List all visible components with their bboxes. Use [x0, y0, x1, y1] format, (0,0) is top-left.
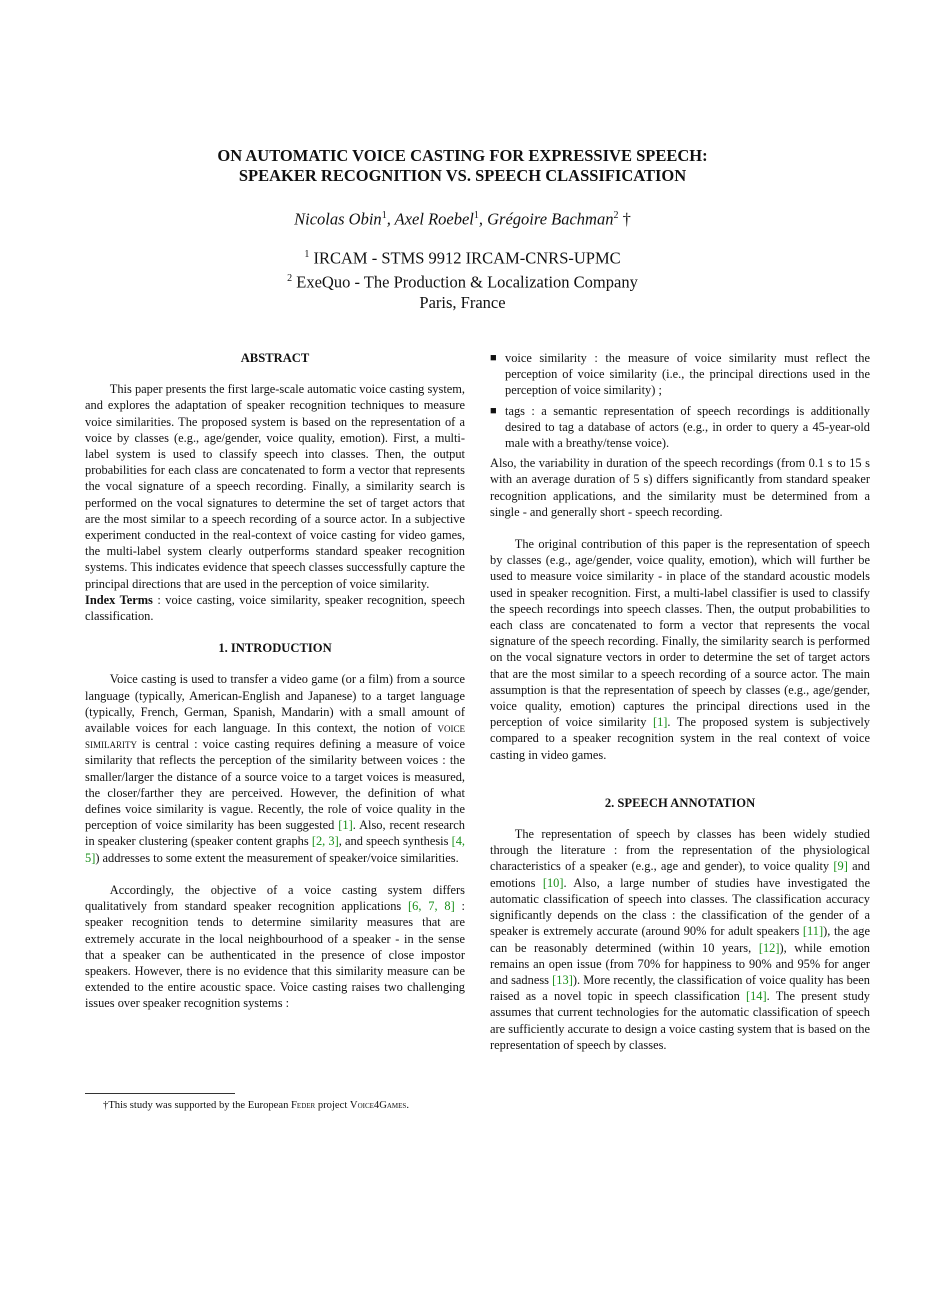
index-terms: [85, 592, 465, 624]
citation-link[interactable]: [10]: [542, 875, 564, 890]
bullet-text: voice similarity : the measure of voice similarity must reflect the perception of voice similarity (i.e., the principal directions used in the perception of voice similarity) ;: [505, 351, 870, 398]
duration-paragraph: Also, the variability in duration of the speech recordings (from 0.1 s to 15 s with an average duration of 5 s) differs significantly from standard speaker recognition applications, and the similarity must be determined from a single - and generally short - speech recording.: [490, 456, 870, 519]
author-affil-sup: 1: [473, 210, 479, 221]
citation-link[interactable]: [13]: [552, 972, 573, 987]
bullet-square-icon: ■: [490, 404, 497, 417]
citation-link[interactable]: [9]: [833, 859, 848, 874]
paper-header: [0, 146, 925, 313]
introduction-heading: 1. INTRODUCTION: [218, 641, 332, 656]
index-terms-label: Index Terms: [85, 592, 153, 607]
title-line-2: SPEAKER RECOGNITION VS. SPEECH CLASSIFICATION: [238, 166, 687, 185]
affil-text: ExeQuo - The Production & Localization Company: [296, 272, 638, 291]
affiliation-line: [0, 269, 925, 293]
bullet-item: [490, 403, 870, 452]
affiliations: [0, 245, 925, 314]
abstract-text: This paper presents the first large-scale automatic voice casting system, and explores the adaptation of speaker recognition techniques to measure voice similarities. The proposed system is based on the representation of a voice by classes (e.g., age/gender, voice quality, emotion). First, a multi-label system is used to classify speech into classes. Then, the output probabilities for each class are concatenated to form a vector that represents the vocal signature of a speech recording. Finally, a similarity search is performed on the vocal signatures to determine the set of target actors that are the most similar to a speech recording of a source actor. In a subjective experiment conducted in the real-context of voice casting for video games, the multi-label system clearly outperforms standard speaker recognition systems. This indicates evidence that speech classes successfully capture the principal directions that are used in the perception of voice similarity.: [85, 382, 465, 591]
author-name: Nicolas Obin: [294, 209, 382, 229]
title-line-1: ON AUTOMATIC VOICE CASTING FOR EXPRESSIVE SPEECH:: [217, 146, 708, 165]
affiliation-line: Paris, France: [419, 292, 506, 312]
intro-paragraph-2: Accordingly, the objective of a voice casting system differs qualitatively from standard speaker recognition applications [6, 7, 8] : speaker recognition tends to determine similarity measures that are extremely accurate in the local neighbourhood of a speaker - in the sense that a speaker can be authenticated in the presence of close impostor speakers. However, there is no evidence that this similarity measure can be extended to the entire acoustic space. Voice casting raises two challenging issues over speaker recognition systems :: [85, 882, 465, 1011]
index-terms-text: : voice casting, voice similarity, speaker recognition, speech classification.: [85, 592, 465, 624]
bullet-item: [490, 350, 870, 399]
affil-sup: 1: [304, 248, 310, 260]
author-affil-sup: 1: [381, 210, 387, 221]
contribution-paragraph: The original contribution of this paper is the representation of speech by classes (e.g., age/gender, voice quality, emotion), which will further be used to measure voice similarity - in place of the standard acoustic models used in speaker recognition. First, a multi-label classifier is used to classify the speech recordings into speech classes. Then, the output probabilities to each class are concatenated to form a vector that represents the vocal signature of the speech recording. Finally, the similarity search is performed on the vocal signature vectors in order to determine the set of target actors that are the most similar to a speech recording of a source actor. The main assumption is that the representation of speech by classes (e.g., age/gender, voice quality, emotion) captures the principal directions used in the perception of voice similarity [1]. The proposed system is subjectively compared to a speaker recognition system in the real context of voice casting in video games.: [490, 537, 870, 762]
citation-link[interactable]: [1]: [652, 715, 668, 730]
affil-sup: 2: [287, 272, 293, 284]
citation-link[interactable]: [2, 3]: [311, 834, 339, 849]
paper-title: [0, 146, 925, 186]
citation-link[interactable]: [12]: [758, 940, 780, 955]
affil-text: IRCAM - STMS 9912 IRCAM-CNRS-UPMC: [313, 248, 621, 267]
footnote: †This study was supported by the European Feder project Voice4Games.: [103, 1100, 409, 1111]
author-affil-sup: 2: [613, 210, 619, 221]
citation-link[interactable]: [4, 5]: [85, 834, 466, 865]
bullet-square-icon: ■: [490, 352, 497, 364]
citation-link[interactable]: [6, 7, 8]: [408, 899, 455, 914]
right-column: [490, 350, 870, 1053]
citation-link[interactable]: [14]: [745, 989, 767, 1004]
bullet-text: tags : a semantic representation of speech recordings is additionally desired to tag a database of actors (e.g., in order to query a 45-year-old male with a breathy/tense voice).: [505, 403, 870, 451]
abstract-heading: ABSTRACT: [240, 351, 310, 365]
affiliation-line: [0, 245, 925, 269]
author-name: Axel Roebel: [394, 209, 474, 229]
left-column: [85, 350, 465, 1012]
citation-link[interactable]: [1]: [338, 818, 353, 833]
citation-link[interactable]: [11]: [802, 924, 824, 939]
speech-annotation-heading: 2. SPEECH ANNOTATION: [604, 795, 756, 810]
speech-annotation-paragraph: The representation of speech by classes has been widely studied through the literature : from the representation of the physiological characteristics of a speaker (e.g., age and gender), to voice quality [9] and emotions [10]. Also, a large number of studies have investigated the automatic classification of speech into classes. The classification accuracy significantly depends on the class : the classification of the gender of a speaker is extremely accurate (around 90% for adult speakers [11]), the age can be reasonably determined (within 10 years, [12]), while emotion remains an open issue (from 70% for happiness to 90% and 95% for anger and sadness [13]). More recently, the classification of voice quality has been raised as a novel topic in speech classification [14]. The present study assumes that current technologies for the automatic classification of speech are sufficiently accurate to design a voice casting system that is based on the representation of speech by classes.: [490, 827, 870, 1052]
intro-paragraph-1: Voice casting is used to transfer a video game (or a film) from a source language (typically, American-English and Japanese) to a target language (typically, French, German, Spanish, Mandarin) with a small amount of available voices for each language. In this context, the notion of voice similarity is central : voice casting requires defining a measure of voice similarity that reflects the perception of the similarity between voices : the smaller/larger the distance of a source voice to a target voices is measured, the closer/farther they are perceived. However, the definition of what defines voice similarity is vague. Recently, the role of voice quality in the perception of voice similarity has been suggested [1]. Also, recent research in speaker clustering (speaker content graphs [2, 3], and speech synthesis [4, 5]) addresses to some extent the measurement of speaker/voice similarities.: [85, 672, 466, 865]
author-footnote-mark: †: [622, 209, 631, 229]
voice-similarity-term: voice similarity: [85, 721, 465, 752]
footnote-rule: [85, 1093, 235, 1094]
author-list: Nicolas Obin$^1$, Axel Roebel$^1$, Grégoire Bachman$^2$ †: [294, 209, 631, 229]
author-name: Grégoire Bachman: [487, 209, 614, 229]
